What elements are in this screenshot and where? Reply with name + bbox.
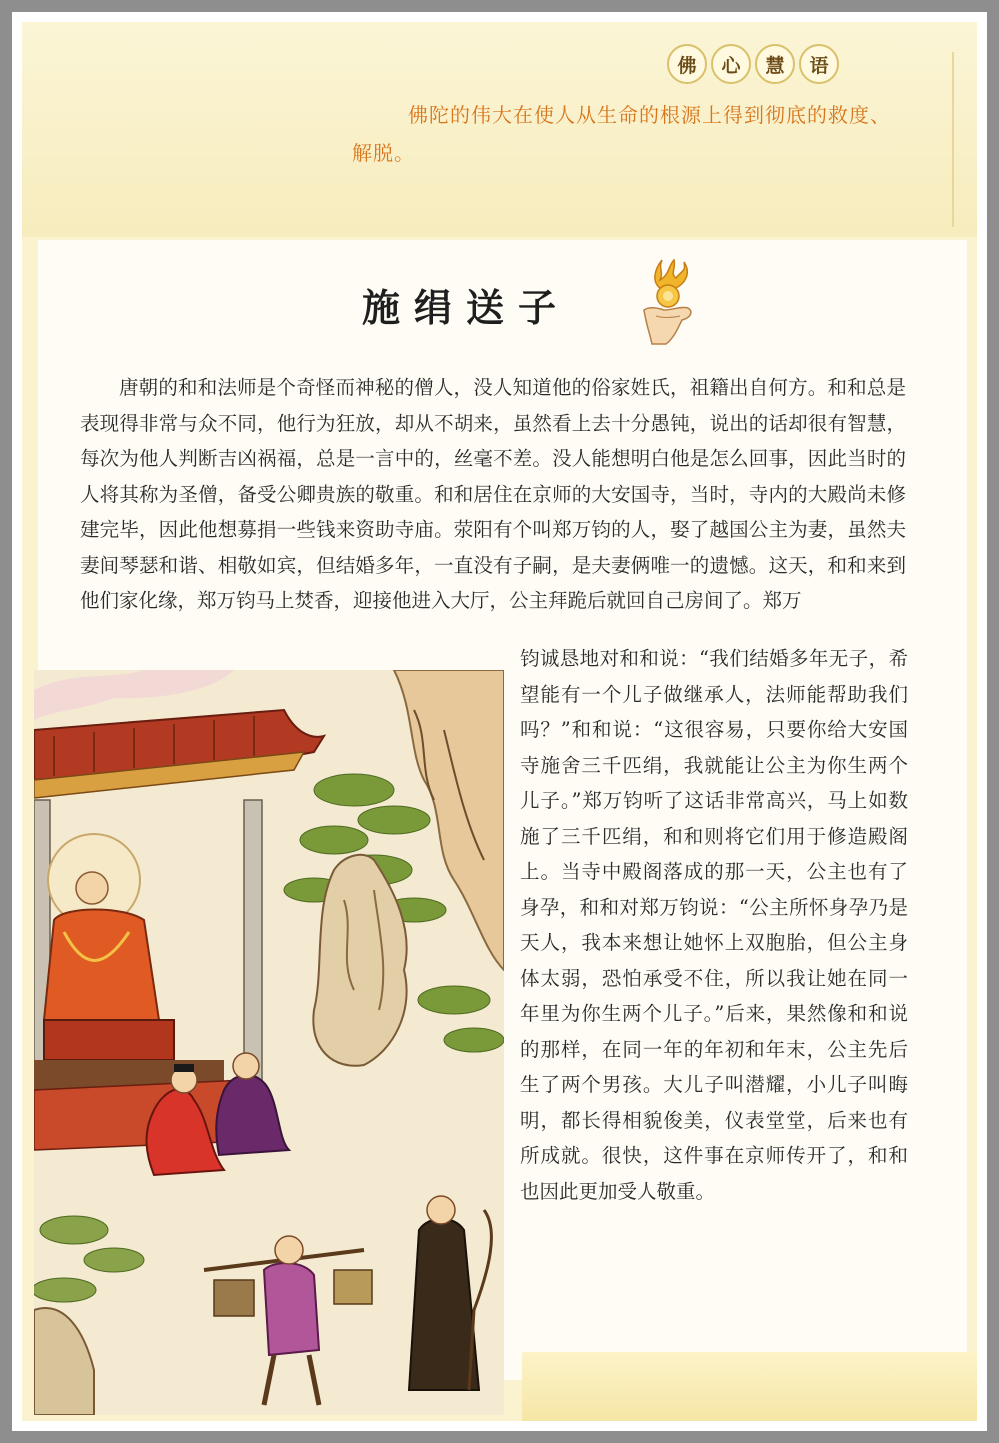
- badge-2: 心: [711, 44, 751, 84]
- bottom-band: [522, 1352, 977, 1421]
- article-paragraph-1: 唐朝的和和法师是个奇怪而神秘的僧人，没人知道他的俗家姓氏，祖籍出自何方。和和总是表现得非常与众不同，他行为狂放，却从不胡来，虽然看上去十分愚钝，说出的话却很有智慧，每次为他人判断吉凶祸福，总是一言中的，丝毫不差。没人能想明白他是怎么回事，因此当时的人将其称为圣僧，备受公卿贵族的敬重。和和居住在京师的大安国寺，当时，寺内的大殿尚未修建完毕，因此他想募捐一些钱来资助寺庙。荥阳有个叫郑万钧的人，娶了越国公主为妻，虽然夫妻间琴瑟和谐、相敬如宾，但结婚多年，一直没有子嗣，是夫妻俩唯一的遗憾。这天，和和来到他们家化缘，郑万钧马上焚香，迎接他进入大厅，公主拜跪后就回自己房间了。郑万: [80, 376, 906, 612]
- book-page: [22, 22, 977, 1421]
- buddha-motto: [352, 96, 892, 172]
- header-divider: [952, 52, 954, 227]
- article-body-side: 钧诚恳地对和和说：“我们结婚多年无子，希望能有一个儿子做继承人，法师能帮助我们吗？”和和说：“这很容易，只要你给大安国寺施舍三千匹绢，我就能让公主为你生两个儿子。”郑万钧听了这话非常高兴，马上如数施了三千匹绢，和和则将它们用于修造殿阁上。当寺中殿阁落成的那一天，公主也有了身孕，和和对郑万钧说：“公主所怀身孕乃是天人，我本来想让她怀上双胞胎，但公主身体太弱，恐怕承受不住，所以我让她在同一年里为你生两个儿子。”后来，果然像和和说的那样，在同一年的年初和年末，公主先后生了两个男孩。大儿子叫潜耀，小儿子叫晦明，都长得相貌俊美，仪表堂堂，后来也有所成就。很快，这件事在京师传开了，和和也因此更加受人敬重。: [520, 647, 908, 1203]
- badge-3: 慧: [755, 44, 795, 84]
- article-body-main: [80, 370, 906, 619]
- temple-monk-painting: [34, 670, 504, 1415]
- badge-4: 语: [799, 44, 839, 84]
- section-badges: [667, 44, 839, 84]
- article-title: 施绢送子: [362, 285, 571, 330]
- badge-1: 佛: [667, 44, 707, 84]
- motto-line-2: 解脱。: [352, 141, 415, 165]
- hand-holding-flaming-jewel-icon: [634, 254, 700, 346]
- motto-line-1: 佛陀的伟大在使人从生命的根源上得到彻底的救度、: [408, 103, 891, 127]
